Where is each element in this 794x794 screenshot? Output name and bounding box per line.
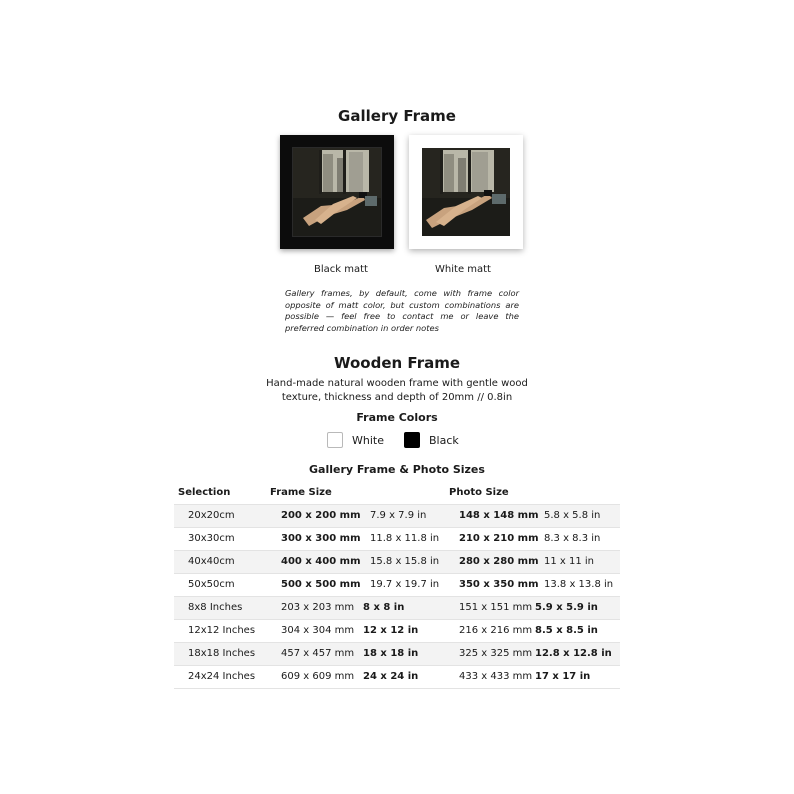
photo-size-mm-cell: 151 x 151 mm [459, 602, 533, 613]
photo-size-in-cell: 5.8 x 5.8 in [544, 510, 601, 521]
table-row [174, 504, 620, 527]
sizes-table-title: Gallery Frame & Photo Sizes [309, 463, 485, 476]
selection-cell: 18x18 Inches [188, 648, 256, 659]
frame-size-mm-cell: 609 x 609 mm [281, 671, 355, 682]
header-frame-size: Frame Size [270, 487, 332, 498]
photo-size-in-cell: 5.9 x 5.9 in [535, 602, 598, 613]
photo-size-in-cell: 8.5 x 8.5 in [535, 625, 598, 636]
table-row [174, 573, 620, 596]
selection-cell: 40x40cm [188, 556, 235, 567]
photo-size-mm-cell: 210 x 210 mm [459, 533, 539, 544]
frame-size-mm-cell: 300 x 300 mm [281, 533, 361, 544]
table-row [174, 550, 620, 573]
selection-cell: 20x20cm [188, 510, 235, 521]
frame-size-in-cell: 15.8 x 15.8 in [370, 556, 440, 567]
frame-size-in-cell: 19.7 x 19.7 in [370, 579, 440, 590]
black-matt-frame-image [280, 135, 394, 249]
white-matt-frame-image [409, 135, 523, 249]
selection-cell: 50x50cm [188, 579, 235, 590]
gallery-frame-note: Gallery frames, by default, come with frame color opposite of matt color, but custom combinations are possible — feel free to contact me or leave the preferred combination in order notes [285, 288, 519, 334]
photo-size-mm-cell: 325 x 325 mm [459, 648, 533, 659]
frame-colors-title: Frame Colors [356, 411, 438, 424]
frame-size-mm-cell: 200 x 200 mm [281, 510, 361, 521]
frame-size-mm-cell: 500 x 500 mm [281, 579, 361, 590]
photo-size-in-cell: 8.3 x 8.3 in [544, 533, 601, 544]
gallery-frame-title: Gallery Frame [338, 107, 456, 125]
white-color-swatch[interactable] [327, 432, 343, 448]
photo-size-in-cell: 12.8 x 12.8 in [535, 648, 612, 659]
frame-size-mm-cell: 304 x 304 mm [281, 625, 355, 636]
photo-size-mm-cell: 148 x 148 mm [459, 510, 539, 521]
photo-size-mm-cell: 280 x 280 mm [459, 556, 539, 567]
frame-size-in-cell: 24 x 24 in [363, 671, 419, 682]
black-color-label: Black [429, 434, 459, 447]
table-row [174, 665, 620, 688]
table-row [174, 596, 620, 619]
selection-cell: 12x12 Inches [188, 625, 256, 636]
selection-cell: 30x30cm [188, 533, 235, 544]
table-bottom-border [174, 688, 620, 689]
frame-size-in-cell: 11.8 x 11.8 in [370, 533, 440, 544]
framed-photo [293, 148, 381, 236]
photo-size-in-cell: 17 x 17 in [535, 671, 591, 682]
black-color-swatch[interactable] [404, 432, 420, 448]
header-photo-size: Photo Size [449, 487, 509, 498]
wooden-desc-line-1: Hand-made natural wooden frame with gentle wood [266, 378, 528, 389]
frame-size-in-cell: 12 x 12 in [363, 625, 419, 636]
frame-size-in-cell: 18 x 18 in [363, 648, 419, 659]
wooden-frame-description [0, 377, 794, 405]
frame-size-mm-cell: 203 x 203 mm [281, 602, 355, 613]
frame-size-mm-cell: 400 x 400 mm [281, 556, 361, 567]
wooden-frame-title: Wooden Frame [333, 354, 461, 372]
table-row [174, 642, 620, 665]
white-color-label: White [352, 434, 384, 447]
black-matt-caption: Black matt [314, 264, 368, 275]
frame-size-mm-cell: 457 x 457 mm [281, 648, 355, 659]
photo-size-in-cell: 13.8 x 13.8 in [544, 579, 614, 590]
photo-size-in-cell: 11 x 11 in [544, 556, 595, 567]
frame-size-in-cell: 8 x 8 in [363, 602, 405, 613]
photo-size-mm-cell: 350 x 350 mm [459, 579, 539, 590]
frame-size-in-cell: 7.9 x 7.9 in [370, 510, 427, 521]
table-row [174, 619, 620, 642]
table-row [174, 527, 620, 550]
header-selection: Selection [178, 487, 231, 498]
photo-size-mm-cell: 433 x 433 mm [459, 671, 533, 682]
photo-size-mm-cell: 216 x 216 mm [459, 625, 533, 636]
selection-cell: 24x24 Inches [188, 671, 256, 682]
wooden-desc-line-2: texture, thickness and depth of 20mm // 0.8in [281, 392, 513, 403]
white-matt-caption: White matt [435, 264, 491, 275]
selection-cell: 8x8 Inches [188, 602, 243, 613]
framed-photo [422, 148, 510, 236]
